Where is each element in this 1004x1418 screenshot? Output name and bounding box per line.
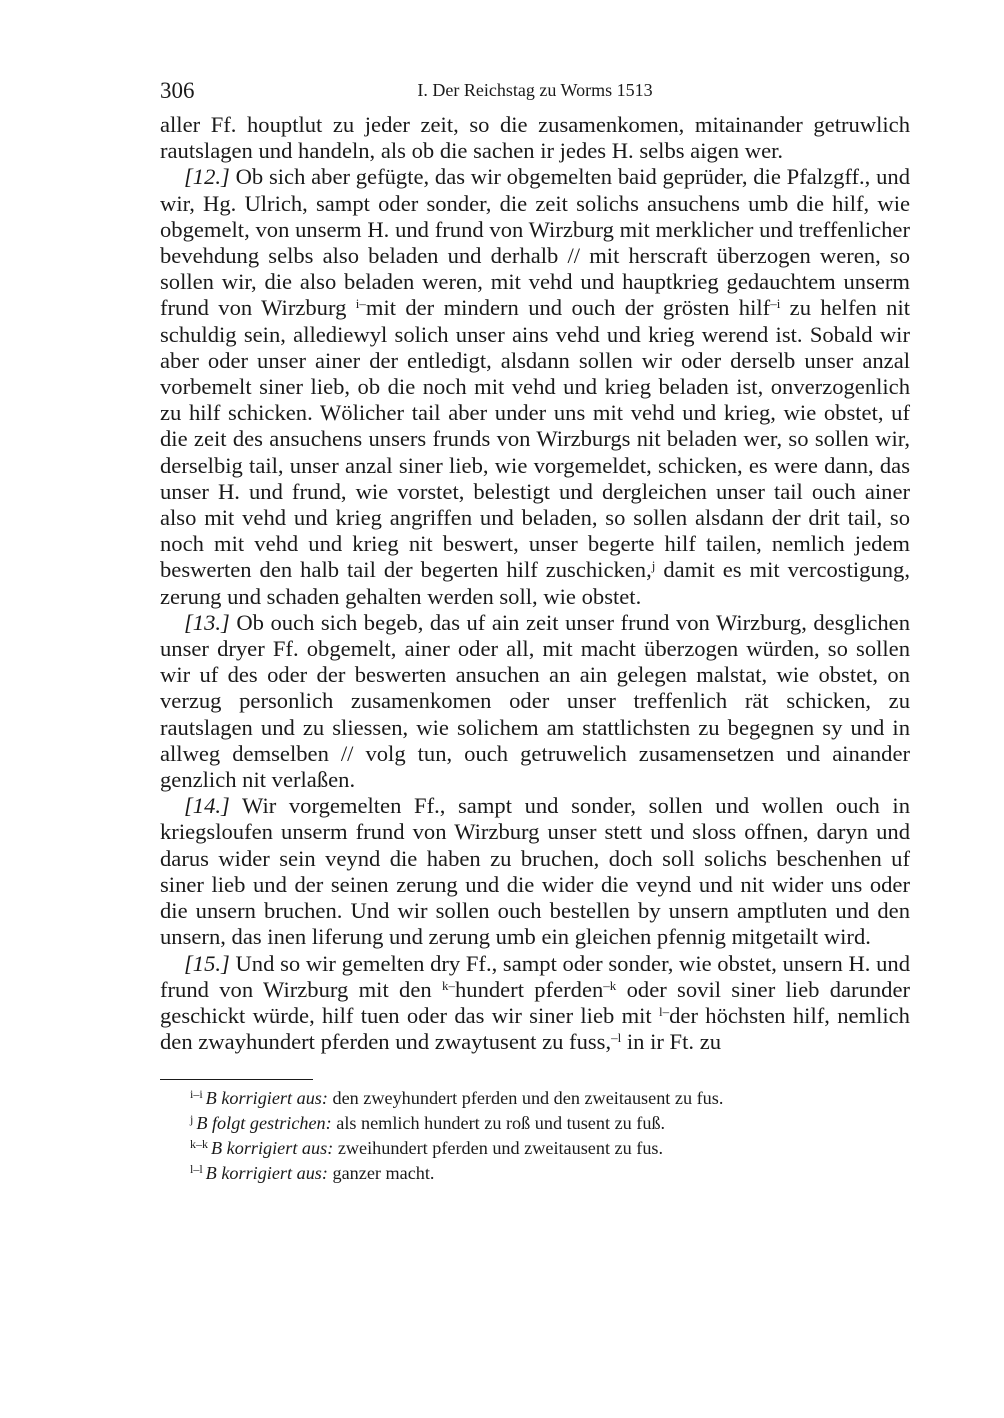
- text-segment: mit der mindern und ouch der grösten hilf: [365, 295, 771, 321]
- paragraph-number: [15.]: [184, 950, 230, 976]
- footnote: [160, 1161, 910, 1186]
- text-segment: oder sovil siner lieb darunder geschickt würde, hilf tuen oder das wir siner lieb mit: [160, 976, 911, 1028]
- footnote: [160, 1136, 910, 1161]
- footnote-text: ganzer macht.: [327, 1163, 435, 1184]
- footnote-reference: –i: [770, 296, 781, 312]
- footnote-label: B korrigiert aus:: [211, 1138, 334, 1159]
- page-number: 306: [160, 78, 195, 103]
- paragraph-number: [12.]: [184, 164, 230, 190]
- footnote-reference: l–: [659, 1003, 670, 1019]
- footnote: [160, 1086, 910, 1111]
- footnote-reference: i–: [355, 296, 366, 312]
- running-head: I. Der Reichstag zu Worms 1513: [417, 80, 653, 100]
- page: [160, 76, 910, 1186]
- footnote-mark: i–i: [190, 1087, 203, 1102]
- footnotes: [160, 1086, 910, 1186]
- text-segment: damit es mit vercostigung, zerung und schaden gehalten werden soll, wie obstet.: [160, 557, 910, 609]
- text-segment: hundert pferden: [454, 976, 604, 1002]
- body-text: [160, 112, 910, 1055]
- page-header: [160, 76, 910, 112]
- footnote-reference: –k: [603, 977, 617, 993]
- text-segment: Wir vorgemelten Ff., sampt und sonder, sollen und wollen ouch in kriegsloufen unserm frund von Wirzburg unser stett und sloss offnen, daryn und darus wider sein veynd die haben zu bruchen, doch soll solichs beschenhen uf siner lieb und der seinen zerung und die wider die veynd und nit wider uns oder die unsern bruchen. Und wir sollen ouch bestellen by unsern amptluten und den unsern, das inen liferung und zerung umb ein gleichen pfennig mitgetailt wird.: [160, 793, 910, 950]
- text-segment: Ob sich aber gefügte, das wir obgemelten baid geprüder, die Pfalzgff., und wir, Hg. Ulrich, sampt oder sonder, die zeit solichs ansuchens umb die hilf, wie obgemelt, von unserm H. und frund von Wirzburg mit merklicher und treffenlicher bevehdung selbs also beladen und derhalb // mit herscraft überzogen weren, so sollen wir, die also beladen weren, mit vehd und hauptkrieg gedauchtem unserm frund von Wirzburg: [160, 164, 910, 321]
- text-segment: aller Ff. houptlut zu jeder zeit, so die zusamenkomen, mitainander getruwlich rautslagen und handeln, als ob die sachen ir jedes H. selbs aigen wer.: [160, 112, 910, 164]
- text-segment: Und so wir gemelten dry Ff., sampt oder sonder, wie obstet, unsern H. und frund von Wirzburg mit den: [160, 950, 910, 1002]
- footnote: [160, 1111, 910, 1136]
- footnote-text: als nemlich hundert zu roß und tusent zu fuß.: [331, 1113, 666, 1134]
- text-segment: der höchsten hilf, nemlich den zwayhundert pferden und zwaytusent zu fuss,: [160, 1002, 910, 1055]
- paragraph: [160, 951, 910, 1056]
- text-segment: Ob ouch sich begeb, das uf ain zeit unser frund von Wirzburg, desglichen unser dryer Ff. obgemelt, ainer oder all, mit macht überzogen würden, so sollen wir uf des oder der beswerten ansuchen an ain gelegen malstat, wie obstet, on verzug personlich zusamenkomen oder unser treffenlich rät schicken, zu rautslagen und zu sliessen, wie solichem am stattlichsten zu begegnen sy und in allweg demselben // volg tun, ouch getruwelich zusamensetzen und ainander genzlich nit verlaßen.: [160, 609, 910, 793]
- footnote-text: den zweyhundert pferden und den zweitausent zu fus.: [327, 1088, 724, 1109]
- paragraph: [160, 164, 910, 609]
- footnote-label: B korrigiert aus:: [205, 1088, 328, 1109]
- text-segment: in ir Ft. zu: [621, 1029, 722, 1055]
- footnote-mark: j: [190, 1112, 194, 1127]
- text-segment: zu helfen nit schuldig sein, allediewyl solich unser ains vehd und krieg werend ist. Sobald wir aber oder unser ainer der entledigt, alsdann sollen wir oder derselb unser anzal vorbemelt siner lieb, ob die noch mit vehd und krieg beladen ist, onverzogenlich zu hilf schicken. Wölicher tail aber under uns mit vehd und krieg, wie obstet, uf die zeit des ansuchens unsers frunds von Wirzburgs nit beladen wer, so sollen wir, derselbig tail, unser anzal siner lieb, wie vorgemeldet, schicken, es were dann, das unser H. und frund, wie vorstet, belestigt und dergleichen unser tail ouch ainer also mit vehd und krieg angriffen und beladen, so sollen alsdann der drit tail, so noch mit vehd und krieg nit beswert, unser begerte hilf tailen, nemlich jedem beswerten den halb tail der begerten hilf zuschicken,: [160, 295, 911, 583]
- footnote-label: B korrigiert aus:: [205, 1163, 328, 1184]
- footnote-mark: l–l: [190, 1162, 203, 1177]
- footnote-label: B folgt gestrichen:: [196, 1113, 332, 1134]
- paragraph: [160, 793, 910, 950]
- paragraph-number: [14.]: [184, 793, 230, 819]
- paragraph-number: [13.]: [184, 609, 230, 635]
- footnote-reference: j: [651, 558, 656, 574]
- footnote-text: zweihundert pferden und zweitausent zu fus.: [333, 1138, 664, 1159]
- paragraph: [160, 610, 910, 793]
- footnote-reference: k–: [441, 977, 455, 993]
- footnote-rule: [160, 1079, 313, 1080]
- footnote-mark: k–k: [190, 1137, 208, 1152]
- footnote-reference: –l: [611, 1030, 622, 1046]
- paragraph: [160, 112, 910, 164]
